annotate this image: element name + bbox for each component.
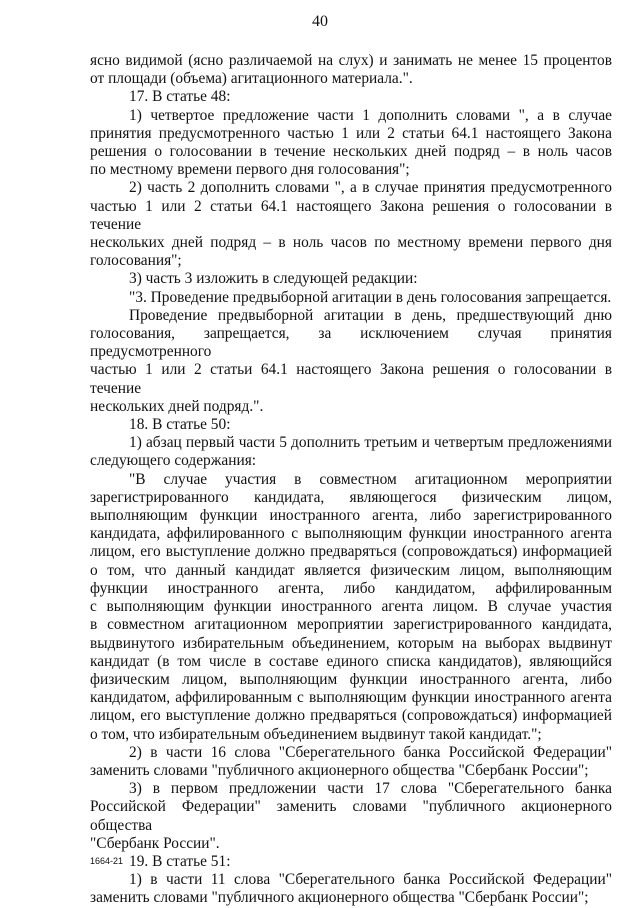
text-line: нескольких дней подряд – в ноль часов по местному времени первого дня	[90, 234, 612, 252]
text-line: нескольких дней подряд.".	[90, 397, 264, 415]
text-line: 18. В статье 50:	[129, 416, 231, 434]
text-line: 3) часть 3 изложить в следующей редакции:	[129, 270, 418, 288]
text-line: кандидатом, аффилированным с выполняющим функции иностранного агента	[90, 689, 612, 707]
text-line: зарегистрированного кандидата, являющегося физическим лицом,	[90, 488, 612, 506]
text-line: с выполняющим функции иностранного агента лицом. В случае участия	[90, 598, 612, 616]
text-line: Проведение предвыборной агитации в день, предшествующий дню	[129, 306, 612, 324]
text-line: о том, что избирательным объединением выдвинут такой кандидат.";	[90, 725, 542, 743]
page-number: 40	[312, 13, 328, 30]
text-line: частью 1 или 2 статьи 64.1 настоящего Закона решения о голосовании в течение	[90, 197, 612, 233]
text-line: 17. В статье 48:	[129, 88, 231, 106]
text-line: выполняющим функции иностранного агента, либо зарегистрированного	[90, 507, 612, 525]
text-line: "Сбербанк России".	[90, 834, 220, 852]
text-line: частью 1 или 2 статьи 64.1 настоящего Закона решения о голосовании в течение	[90, 361, 612, 397]
text-line: по местному времени первого дня голосования";	[90, 161, 410, 179]
text-line: Российской Федерации" заменить словами "публичного акционерного общества	[90, 798, 612, 834]
text-line: голосования, запрещается, за исключением случая принятия предусмотренного	[90, 325, 612, 361]
text-line: физическим лицом, выполняющим функции иностранного агента, либо	[90, 670, 612, 688]
text-line: выдвинутого избирательным объединением, которым на выборах выдвинут	[90, 634, 612, 652]
text-line: лицом, его выступление должно предваряться (сопровождаться) информацией	[90, 543, 612, 561]
text-line: 2) в части 16 слова "Сберегательного банка Российской Федерации"	[129, 743, 612, 761]
text-line: заменить словами "публичного акционерного общества "Сбербанк России";	[90, 761, 589, 779]
text-line: ясно видимой (ясно различаемой на слух) и занимать не менее 15 процентов	[90, 52, 612, 69]
text-line: 1) четвертое предложение части 1 дополнить словами ", а в случае	[129, 106, 612, 124]
text-line: заменить словами "публичного акционерного общества "Сбербанк России";	[90, 889, 589, 907]
text-line: решения о голосовании в течение нескольких дней подряд – в ноль часов	[90, 143, 612, 161]
text-line: кандидат (в том числе в составе единого списка кандидатов), являющийся	[90, 652, 612, 670]
text-line: 3) в первом предложении части 17 слова "Сберегательного банка	[129, 780, 612, 798]
document-code: 1664-21	[90, 856, 124, 866]
text-line: 1) абзац первый части 5 дополнить третьим и четвертым предложениями	[129, 434, 612, 452]
text-line: следующего содержания:	[90, 452, 257, 470]
text-line: 19. В статье 51:	[129, 852, 231, 870]
text-line: кандидата, аффилированного с выполняющим функции иностранного агента	[90, 525, 612, 543]
text-line: функции иностранного агента, либо кандидатом, аффилированным	[90, 579, 612, 597]
document-body	[90, 52, 612, 908]
text-line: "В случае участия в совместном агитационном мероприятии	[129, 470, 612, 488]
text-line: о том, что данный кандидат является физическим лицом, выполняющим	[90, 561, 612, 579]
text-line: 1) в части 11 слова "Сберегательного банка Российской Федерации"	[129, 871, 612, 889]
text-line: голосования";	[90, 252, 182, 270]
text-line: принятия предусмотренного частью 1 или 2 статьи 64.1 настоящего Закона	[90, 124, 612, 142]
text-line: лицом, его выступление должно предваряться (сопровождаться) информацией	[90, 707, 612, 725]
text-line: "3. Проведение предвыборной агитации в день голосования запрещается.	[129, 288, 612, 306]
text-line: 2) часть 2 дополнить словами ", а в случае принятия предусмотренного	[129, 179, 612, 197]
text-line: в совместном агитационном мероприятии зарегистрированного кандидата,	[90, 616, 612, 634]
text-line: от площади (объема) агитационного материала.".	[90, 70, 413, 88]
